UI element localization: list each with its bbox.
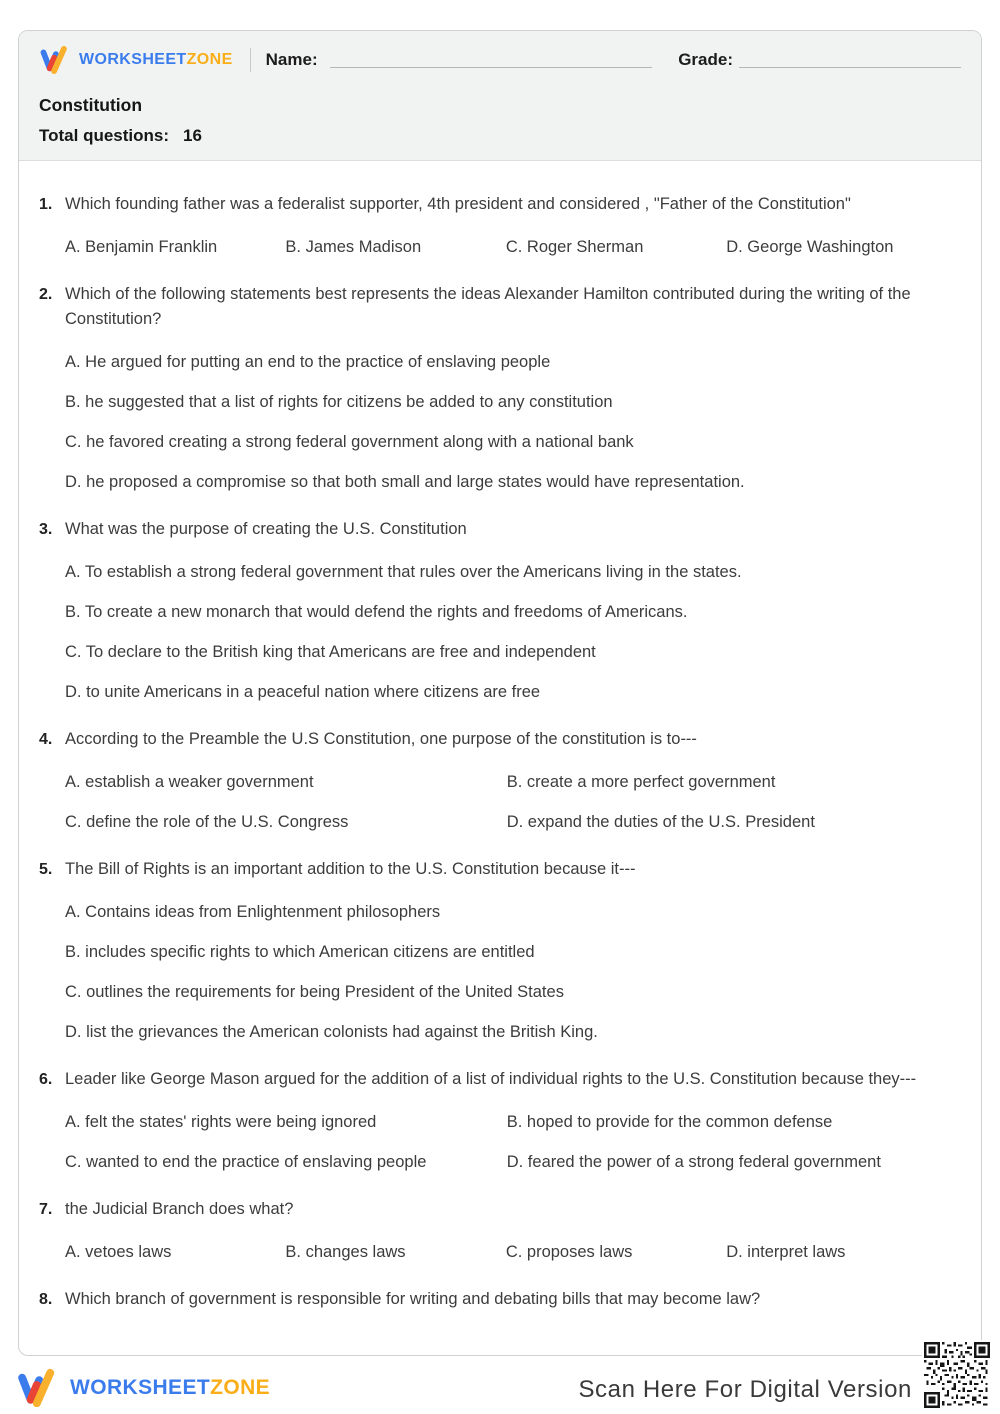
question-options bbox=[65, 353, 961, 492]
total-questions-label: Total questions: bbox=[39, 126, 170, 145]
question-5 bbox=[39, 857, 961, 1042]
question-text: Which of the following statements best represents the ideas Alexander Hamilton contributed during the writing of the Constitution? bbox=[65, 285, 911, 328]
option: A. Contains ideas from Enlightenment philosophers bbox=[65, 903, 441, 921]
option: A. felt the states' rights were being ignored bbox=[65, 1113, 377, 1131]
option: B. James Madison bbox=[285, 238, 422, 256]
option: C. define the role of the U.S. Congress bbox=[65, 813, 349, 831]
brand-word-zone: ZONE bbox=[186, 50, 233, 68]
grade-line bbox=[739, 52, 961, 68]
option: B. create a more perfect government bbox=[506, 773, 776, 791]
question-options bbox=[65, 1113, 961, 1172]
option: D. feared the power of a strong federal government bbox=[506, 1153, 881, 1171]
question-number: 1. bbox=[39, 196, 53, 213]
worksheet-title: Constitution bbox=[39, 95, 143, 115]
qr-code bbox=[922, 1340, 992, 1410]
footer-brand-wordmark bbox=[70, 1376, 270, 1400]
question-text: According to the Preamble the U.S Constitution, one purpose of the constitution is to--- bbox=[65, 730, 697, 748]
option: B. includes specific rights to which American citizens are entitled bbox=[65, 943, 535, 961]
brand-word-worksheet: WORKSHEET bbox=[79, 50, 187, 68]
option: D. George Washington bbox=[726, 238, 894, 256]
question-text: The Bill of Rights is an important addition to the U.S. Constitution because it--- bbox=[65, 860, 636, 878]
option: D. to unite Americans in a peaceful nation where citizens are free bbox=[65, 683, 541, 701]
question-options bbox=[65, 238, 961, 257]
option: B. he suggested that a list of rights for citizens be added to any constitution bbox=[65, 393, 613, 411]
brand-logo bbox=[39, 45, 233, 74]
grade-label: Grade: bbox=[678, 49, 733, 69]
total-questions-value: 16 bbox=[183, 126, 202, 145]
worksheet-card bbox=[18, 30, 982, 1356]
question-options bbox=[65, 773, 961, 832]
scan-here-text: Scan Here For Digital Version bbox=[578, 1376, 912, 1403]
question-text: the Judicial Branch does what? bbox=[65, 1200, 294, 1218]
question-6 bbox=[39, 1067, 961, 1172]
header-divider bbox=[250, 48, 251, 72]
option: A. Benjamin Franklin bbox=[65, 238, 218, 256]
option: A. vetoes laws bbox=[65, 1243, 172, 1261]
option: C. Roger Sherman bbox=[505, 238, 644, 256]
question-text: Leader like George Mason argued for the addition of a list of individual rights to the U.S. Constitution because they--- bbox=[65, 1070, 917, 1088]
option: B. changes laws bbox=[285, 1243, 406, 1261]
worksheetzone-logo-icon bbox=[16, 1368, 60, 1407]
question-number: 6. bbox=[39, 1071, 53, 1088]
option: C. outlines the requirements for being President of the United States bbox=[65, 983, 564, 1001]
option: C. wanted to end the practice of enslaving people bbox=[65, 1153, 427, 1171]
question-3 bbox=[39, 517, 961, 702]
question-number: 2. bbox=[39, 286, 53, 303]
option: D. interpret laws bbox=[726, 1243, 846, 1261]
question-number: 5. bbox=[39, 861, 53, 878]
question-text: Which founding father was a federalist supporter, 4th president and considered , "Father of the Constitution" bbox=[65, 195, 851, 213]
name-label: Name: bbox=[265, 49, 318, 69]
option: D. he proposed a compromise so that both small and large states would have representation. bbox=[65, 473, 745, 491]
worksheetzone-logo-icon bbox=[39, 45, 71, 74]
question-8 bbox=[39, 1287, 961, 1312]
option: A. He argued for putting an end to the practice of enslaving people bbox=[65, 353, 551, 371]
question-1 bbox=[39, 192, 961, 257]
question-number: 7. bbox=[39, 1201, 53, 1218]
question-text: What was the purpose of creating the U.S. Constitution bbox=[65, 520, 467, 538]
option: A. establish a weaker government bbox=[65, 773, 314, 791]
option: B. To create a new monarch that would defend the rights and freedoms of Americans. bbox=[65, 603, 688, 621]
option: D. expand the duties of the U.S. President bbox=[506, 813, 815, 831]
option: D. list the grievances the American colonists had against the British King. bbox=[65, 1023, 598, 1041]
question-7 bbox=[39, 1197, 961, 1262]
option: C. To declare to the British king that Americans are free and independent bbox=[65, 643, 596, 661]
footer-brand-logo bbox=[16, 1368, 270, 1407]
brand-word-zone: ZONE bbox=[210, 1375, 271, 1399]
question-text: Which branch of government is responsible for writing and debating bills that may become law? bbox=[65, 1290, 761, 1308]
header-brand-row bbox=[39, 45, 961, 74]
question-4 bbox=[39, 727, 961, 832]
option: A. To establish a strong federal government that rules over the Americans living in the states. bbox=[65, 563, 742, 581]
question-options bbox=[65, 563, 961, 702]
brand-wordmark bbox=[79, 51, 233, 69]
option: B. hoped to provide for the common defense bbox=[506, 1113, 833, 1131]
question-2 bbox=[39, 282, 961, 492]
question-options bbox=[65, 903, 961, 1042]
question-number: 4. bbox=[39, 731, 53, 748]
question-options bbox=[65, 1243, 961, 1262]
option: C. proposes laws bbox=[505, 1243, 633, 1261]
worksheet-header bbox=[19, 31, 981, 161]
question-number: 8. bbox=[39, 1291, 53, 1308]
option: C. he favored creating a strong federal government along with a national bank bbox=[65, 433, 634, 451]
question-number: 3. bbox=[39, 521, 53, 538]
name-line bbox=[330, 52, 653, 68]
total-questions-row bbox=[39, 126, 961, 146]
questions-list bbox=[19, 161, 981, 1312]
brand-word-worksheet: WORKSHEET bbox=[70, 1375, 211, 1399]
